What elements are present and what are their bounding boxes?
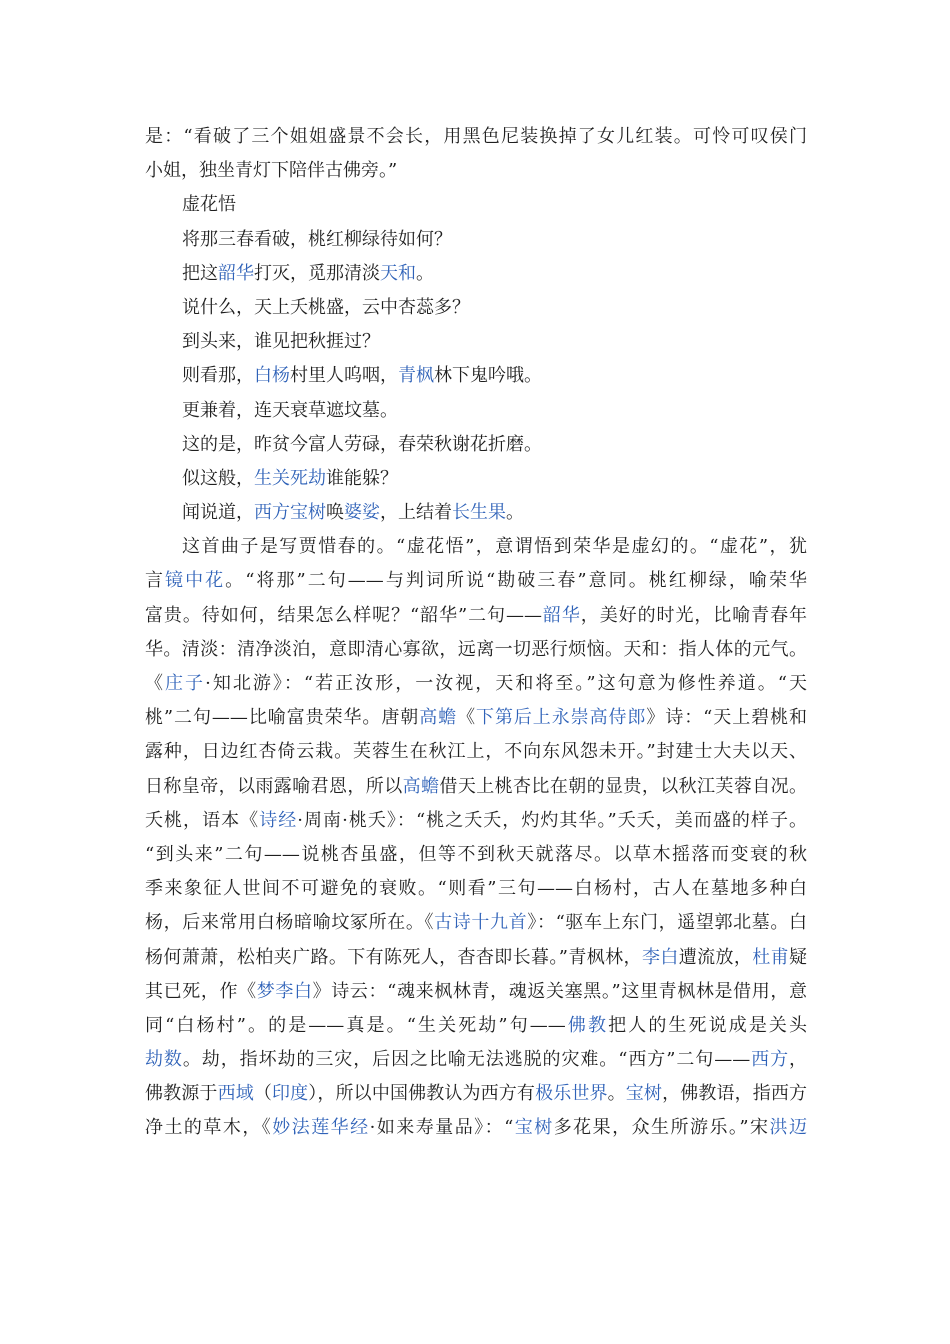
text-line: [145, 530, 807, 564]
text-line: [145, 394, 807, 428]
text-segment: 。“将那”二句——与判词所说“勘破三春”意同。桃红柳绿，喻荣华: [225, 570, 808, 592]
hyperlink[interactable]: 宝树: [625, 1083, 663, 1105]
text-segment: ·如来寿量品》：“: [369, 1117, 514, 1139]
text-segment: 这的是，昨贫今富人劳碌，春荣秋谢花折磨。: [182, 433, 542, 455]
hyperlink[interactable]: 诗经: [259, 809, 298, 831]
hyperlink[interactable]: 高蟾: [402, 775, 440, 797]
text-segment: 言: [145, 570, 166, 592]
text-segment: 桃”二句——比喻富贵荣华。唐朝: [145, 707, 420, 729]
text-segment: 杨何萧萧，松柏夹广路。下有陈死人，杳杳即长暮。”青枫林，: [145, 946, 642, 968]
text-segment: 。: [506, 502, 524, 524]
text-segment: （: [253, 1083, 272, 1105]
text-segment: 。: [607, 1083, 626, 1105]
text-line: [145, 838, 807, 872]
text-segment: 。劫，指坏劫的三灾，后因之比喻无法逃脱的灾难。“西方”二句——: [182, 1049, 751, 1071]
hyperlink[interactable]: 妙法莲华经: [272, 1117, 370, 1139]
text-segment: “到头来”二句——说桃杏虽盛，但等不到秋天就落尽。以草木摇落而变衰的秋: [145, 843, 807, 865]
text-segment: 这首曲子是写贾惜春的。“虚花悟”，意谓悟到荣华是虚幻的。“虚花”，犹: [182, 536, 807, 558]
text-segment: 谁能躲？: [326, 467, 398, 489]
text-line: [145, 462, 807, 496]
text-segment: ，: [789, 1049, 808, 1071]
hyperlink[interactable]: 青枫: [398, 365, 434, 387]
text-segment: 其已死，作《: [145, 980, 257, 1002]
text-segment: 将那三春看破，桃红柳绿待如何？: [182, 228, 452, 250]
text-segment: 是：“看破了三个姐姐盛景不会长，用黑色尼装换掉了女儿红装。可怜可叹侯门: [145, 126, 807, 147]
hyperlink[interactable]: 西方: [750, 1049, 790, 1071]
hyperlink[interactable]: 古诗十九首: [434, 912, 528, 934]
text-segment: 说什么，天上夭桃盛，云中杏蕊多？: [182, 296, 470, 318]
text-line: [145, 701, 807, 735]
text-line: [145, 1043, 807, 1077]
text-segment: 借天上桃杏比在朝的显贵，以秋江芙蓉自况。: [439, 775, 808, 797]
text-line: [145, 257, 807, 291]
hyperlink[interactable]: 白杨: [254, 365, 290, 387]
hyperlink[interactable]: 李白: [641, 946, 679, 968]
text-segment: 露种，日边红杏倚云栽。芙蓉生在秋江上，不向东风怨未开。”封建士大夫以天、: [145, 741, 807, 763]
text-segment: 疑: [789, 946, 808, 968]
text-segment: 更兼着，连天衰草遮坟墓。: [182, 399, 398, 421]
text-line: [145, 975, 807, 1009]
hyperlink[interactable]: 梦李白: [256, 980, 313, 1002]
hyperlink[interactable]: 天和: [380, 262, 416, 284]
text-segment: 同“白杨村”。的是——真是。“生关死劫”句——: [145, 1014, 566, 1036]
hyperlink[interactable]: 婆娑: [344, 502, 380, 524]
hyperlink[interactable]: 劫数: [145, 1049, 183, 1071]
hyperlink[interactable]: 生关死劫: [254, 467, 326, 489]
text-line: [145, 735, 807, 769]
text-segment: 季来象征人世间不可避免的衰败。“则看”三句——白杨村，古人在墓地多种白: [145, 878, 807, 900]
text-segment: 把这: [182, 262, 218, 284]
text-segment: 华。清淡：清净淡泊，意即清心寡欲，远离一切恶行烦恼。天和：指人体的元气。: [145, 638, 807, 660]
text-line: [145, 120, 807, 154]
text-line: [145, 667, 807, 701]
text-segment: 《: [145, 673, 166, 694]
text-segment: 》：“驱车上东门，遥望郭北墓。白: [527, 912, 808, 934]
document-body: [145, 120, 807, 1146]
text-line: [145, 564, 807, 598]
text-line: [145, 1077, 807, 1111]
text-line: [145, 496, 807, 530]
text-line: [145, 872, 807, 906]
text-segment: 似这般，: [182, 467, 254, 489]
hyperlink[interactable]: 韶华: [542, 604, 581, 626]
hyperlink[interactable]: 洪迈: [769, 1117, 807, 1139]
text-segment: 。: [416, 262, 434, 284]
text-line: [145, 1111, 807, 1145]
text-segment: 虚花悟: [182, 194, 236, 216]
hyperlink[interactable]: 下第后上永崇高侍郎: [476, 707, 647, 729]
text-line: [145, 599, 807, 633]
text-line: [145, 291, 807, 325]
text-segment: 唤: [326, 502, 344, 524]
text-segment: ，上结着: [380, 502, 452, 524]
text-segment: 日称皇帝，以雨露喻君恩，所以: [145, 775, 403, 797]
text-segment: ），所以中国佛教认为西方有: [308, 1083, 536, 1105]
hyperlink[interactable]: 长生果: [452, 502, 506, 524]
text-segment: ·知北游》：“若正汝形，一汝视，天和将至。”这句意为修性养道。“天: [205, 673, 808, 694]
text-segment: 林下鬼吟哦。: [434, 365, 542, 387]
hyperlink[interactable]: 高蟾: [419, 707, 458, 729]
text-segment: 》诗：“天上碧桃和: [646, 707, 808, 729]
hyperlink[interactable]: 西域: [217, 1083, 254, 1105]
text-segment: 《: [457, 707, 477, 729]
text-segment: ·周南·桃夭》：“桃之夭夭，灼灼其华。”夭夭，美而盛的样子。: [297, 809, 807, 831]
text-line: [145, 1009, 807, 1043]
hyperlink[interactable]: 宝树: [513, 1117, 554, 1139]
text-segment: 夭桃，语本《: [145, 809, 260, 831]
text-line: [145, 188, 807, 222]
text-segment: 则看那，: [182, 365, 254, 387]
text-line: [145, 804, 807, 838]
text-segment: 闻说道，: [182, 502, 254, 524]
text-line: [145, 770, 807, 804]
hyperlink[interactable]: 杜甫: [752, 946, 790, 968]
text-line: [145, 633, 807, 667]
text-line: [145, 154, 807, 188]
text-line: [145, 428, 807, 462]
hyperlink[interactable]: 极乐世界: [535, 1083, 608, 1105]
text-segment: 佛教源于: [145, 1083, 218, 1105]
hyperlink[interactable]: 佛教: [565, 1014, 609, 1036]
hyperlink[interactable]: 西方宝树: [254, 502, 326, 524]
text-line: [145, 359, 807, 393]
text-line: [145, 223, 807, 257]
hyperlink[interactable]: 印度: [271, 1083, 309, 1105]
text-segment: 到头来，谁见把秋捱过？: [182, 331, 380, 353]
text-segment: 富贵。待如何，结果怎么样呢？“韶华”二句——: [145, 604, 542, 626]
text-segment: ，美好的时光，比喻青春年: [580, 604, 808, 626]
text-segment: 小姐，独坐青灯下陪伴古佛旁。”: [145, 160, 398, 182]
hyperlink[interactable]: 镜中花: [165, 570, 226, 592]
text-segment: 打灭，觅那清淡: [254, 262, 380, 284]
text-segment: 杨，后来常用白杨暗喻坟冢所在。《: [145, 912, 435, 934]
text-segment: 遭流放，: [678, 946, 753, 968]
text-segment: 把人的生死说成是关头: [608, 1014, 808, 1036]
text-line: [145, 325, 807, 359]
hyperlink[interactable]: 庄子: [165, 673, 206, 694]
text-segment: 村里人呜咽，: [290, 365, 398, 387]
text-line: [145, 941, 807, 975]
text-line: [145, 906, 807, 940]
text-segment: ，佛教语，指西方: [662, 1083, 808, 1105]
hyperlink[interactable]: 韶华: [218, 262, 254, 284]
text-segment: 》诗云：“魂来枫林青，魂返关塞黑。”这里青枫林是借用，意: [312, 980, 808, 1002]
text-segment: 多花果，众生所游乐。”宋: [553, 1117, 770, 1139]
text-segment: 净土的草木，《: [145, 1117, 273, 1139]
